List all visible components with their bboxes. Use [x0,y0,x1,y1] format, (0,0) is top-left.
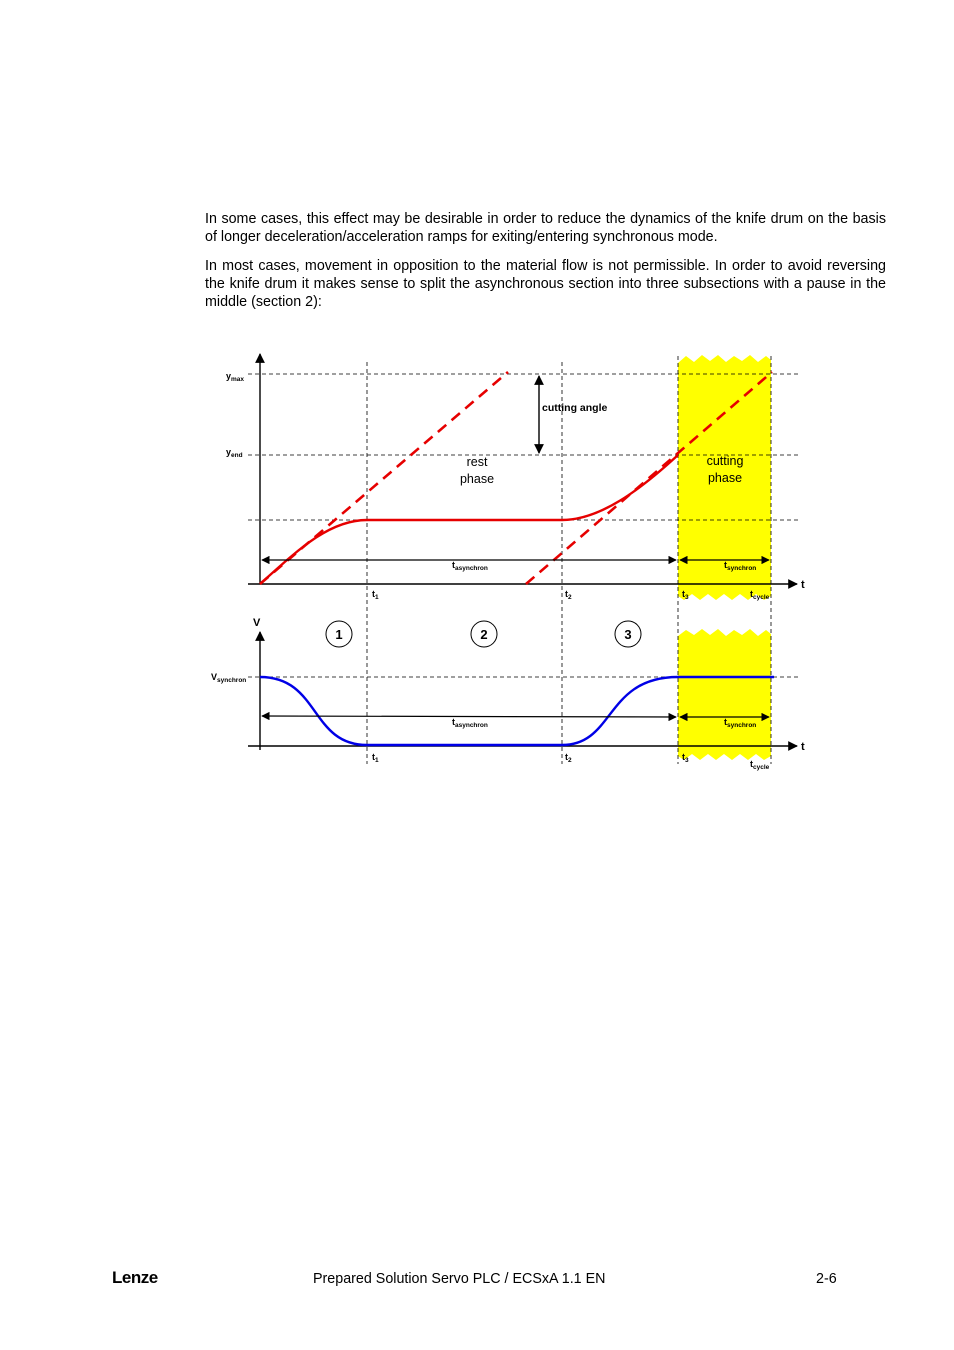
lenze-logo: Lenze [112,1268,158,1287]
footer-page-number: 2-6 [816,1271,837,1287]
sync-zone-bottom [678,629,771,760]
footer-document-title: Prepared Solution Servo PLC / ECSxA 1.1 EN [313,1271,606,1287]
t2-label-bottom: $t_2$ [565,752,572,764]
tcycle-label-top: $t_{cycle}$ [750,589,770,601]
t3-label-bottom: $t_3$ [682,752,689,764]
t-axis-label-top: t [801,579,805,591]
cutting-phase-label: cutting [706,454,744,468]
rest-phase-label: rest [466,455,488,469]
t1-label-top: $t_1$ [372,589,379,601]
tcycle-label-bottom: $t_{cycle}$ [750,759,770,771]
v-synchron-label: $V_{synchron}$ [211,672,247,684]
section-1-label: 1 [335,627,343,642]
t2-label-top: $t_2$ [565,589,572,601]
cutting-angle-label: cutting angle [542,402,608,414]
y-end-label: $y_{end}$ [226,447,243,459]
explanation-paragraph: In most cases, movement in opposition to the material flow is not permissible. In order to avoid reversing the knife drum it makes sense to split the asynchronous section into three subsections with a pause in the middle (section 2): [205,258,886,310]
t3-label-top: $t_3$ [682,589,689,601]
t-synchron-label-top: $t_{synchron}$ [724,560,757,572]
t-axis-label-bottom: t [801,741,805,753]
t-synchron-label-bottom: $t_{synchron}$ [724,717,757,729]
rest-phase-label-2: phase [459,472,495,486]
t-asynchron-label-bottom: $t_{asynchron}$ [452,717,488,729]
cutting-phase-label-2: phase [707,471,743,485]
section-2-label: 2 [480,627,488,642]
section-3-label: 3 [624,627,632,642]
t-asynchron-label-top: $t_{asynchron}$ [452,560,488,572]
y-max-label: $y_{max}$ [226,371,245,383]
t1-label-bottom: $t_1$ [372,752,379,764]
intro-paragraph: In some cases, this effect may be desirable in order to reduce the dynamics of the knife drum on the basis of longer deceleration/acceleration ramps for exiting/entering synchronous mode. [205,211,886,245]
v-axis-label: V [253,617,261,629]
